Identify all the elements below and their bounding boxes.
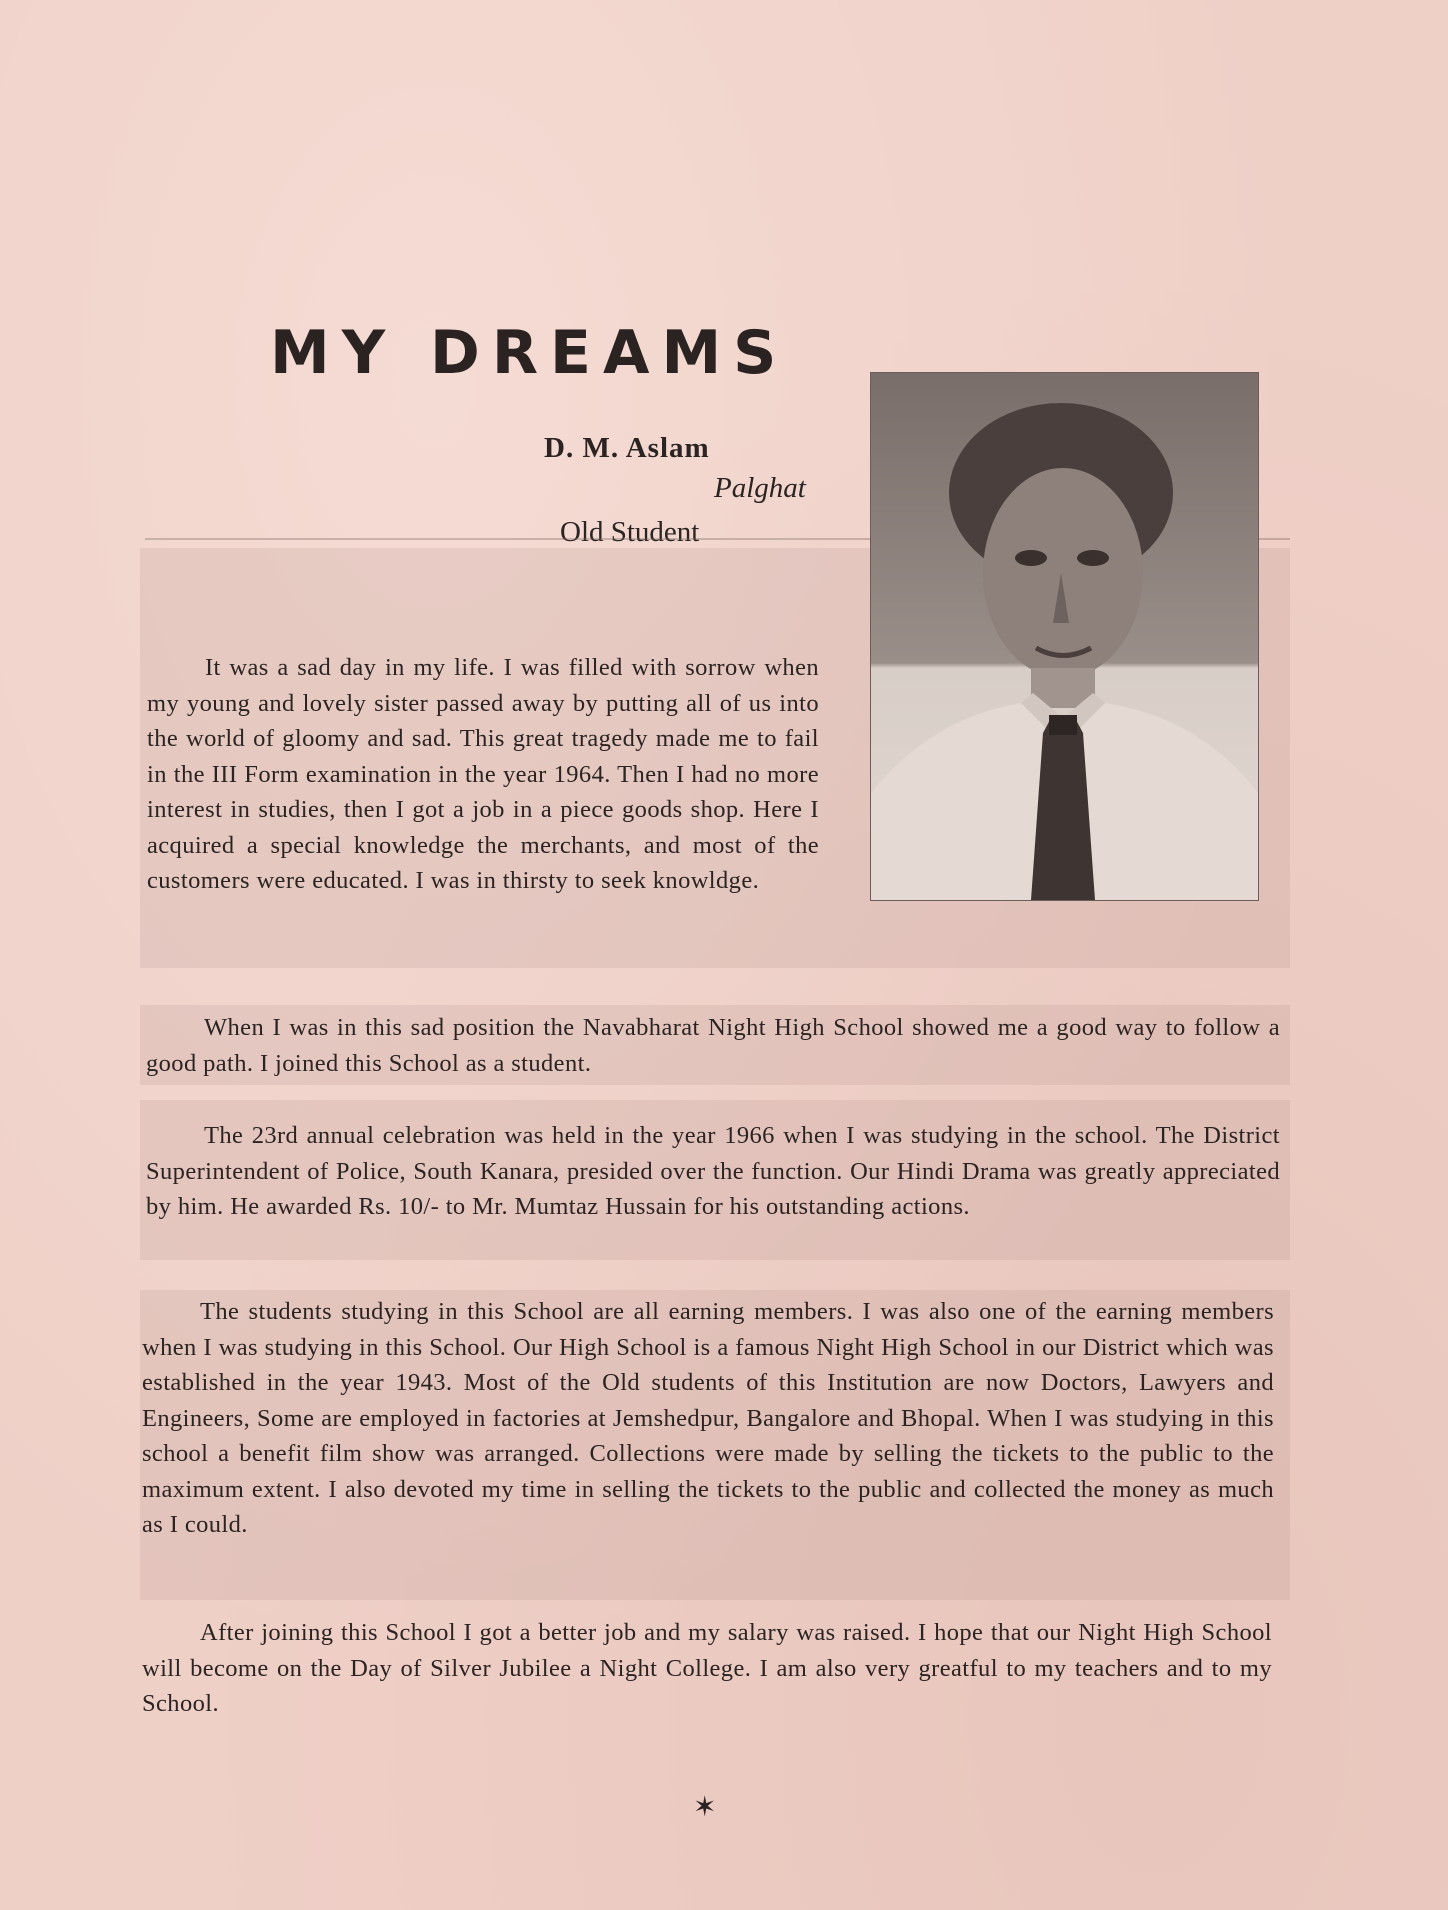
author-name: D. M. Aslam	[544, 432, 710, 464]
portrait-photo	[870, 372, 1259, 901]
paragraph-4: The students studying in this School are all earning members. I was also one of the earning members when I was studying in this School. Our High School is a famous Night High School in our District which was established in the year 1943. Most of the Old students of this Institution are now Doctors, Lawyers and Engineers, Some are employed in factories at Jemshedpur, Bangalore and Bhopal. When I was studying in this school a benefit film show was arranged. Collections were made by selling the tickets to the public to the maximum extent. I also devoted my time in selling the tickets to the public and collected the money as much as I could.	[142, 1298, 1274, 1538]
paragraph-5: After joining this School I got a better job and my salary was raised. I hope that our Night High School will become on the Day of Silver Jubilee a Night College. I am also very greatful to my teachers and to my School.	[142, 1619, 1272, 1717]
article-title: MY DREAMS	[270, 318, 789, 388]
author-role: Old Student	[560, 516, 700, 548]
star-ornament-icon: ✶	[693, 1792, 717, 1823]
paragraph-2: When I was in this sad position the Navabharat Night High School showed me a good way to follow a good path. I joined this School as a student.	[146, 1014, 1280, 1077]
paragraph-3: The 23rd annual celebration was held in the year 1966 when I was studying in the school. The District Superintendent of Police, South Kanara, presided over the function. Our Hindi Drama was greatly appreciated by him. He awarded Rs. 10/- to Mr. Mumtaz Hussain for his outstanding actions.	[146, 1122, 1280, 1220]
paragraph-1: It was a sad day in my life. I was filled with sorrow when my young and lovely sister passed away by putting all of us into the world of gloomy and sad. This great tragedy made me to fail in the III Form examination in the year 1964. Then I had no more interest in studies, then I got a job in a piece goods shop. Here I acquired a special knowledge the merchants, and most of the customers were educated. I was in thirsty to seek knowldge.	[147, 654, 819, 894]
portrait-icon	[871, 373, 1258, 900]
author-place: Palghat	[714, 472, 806, 504]
